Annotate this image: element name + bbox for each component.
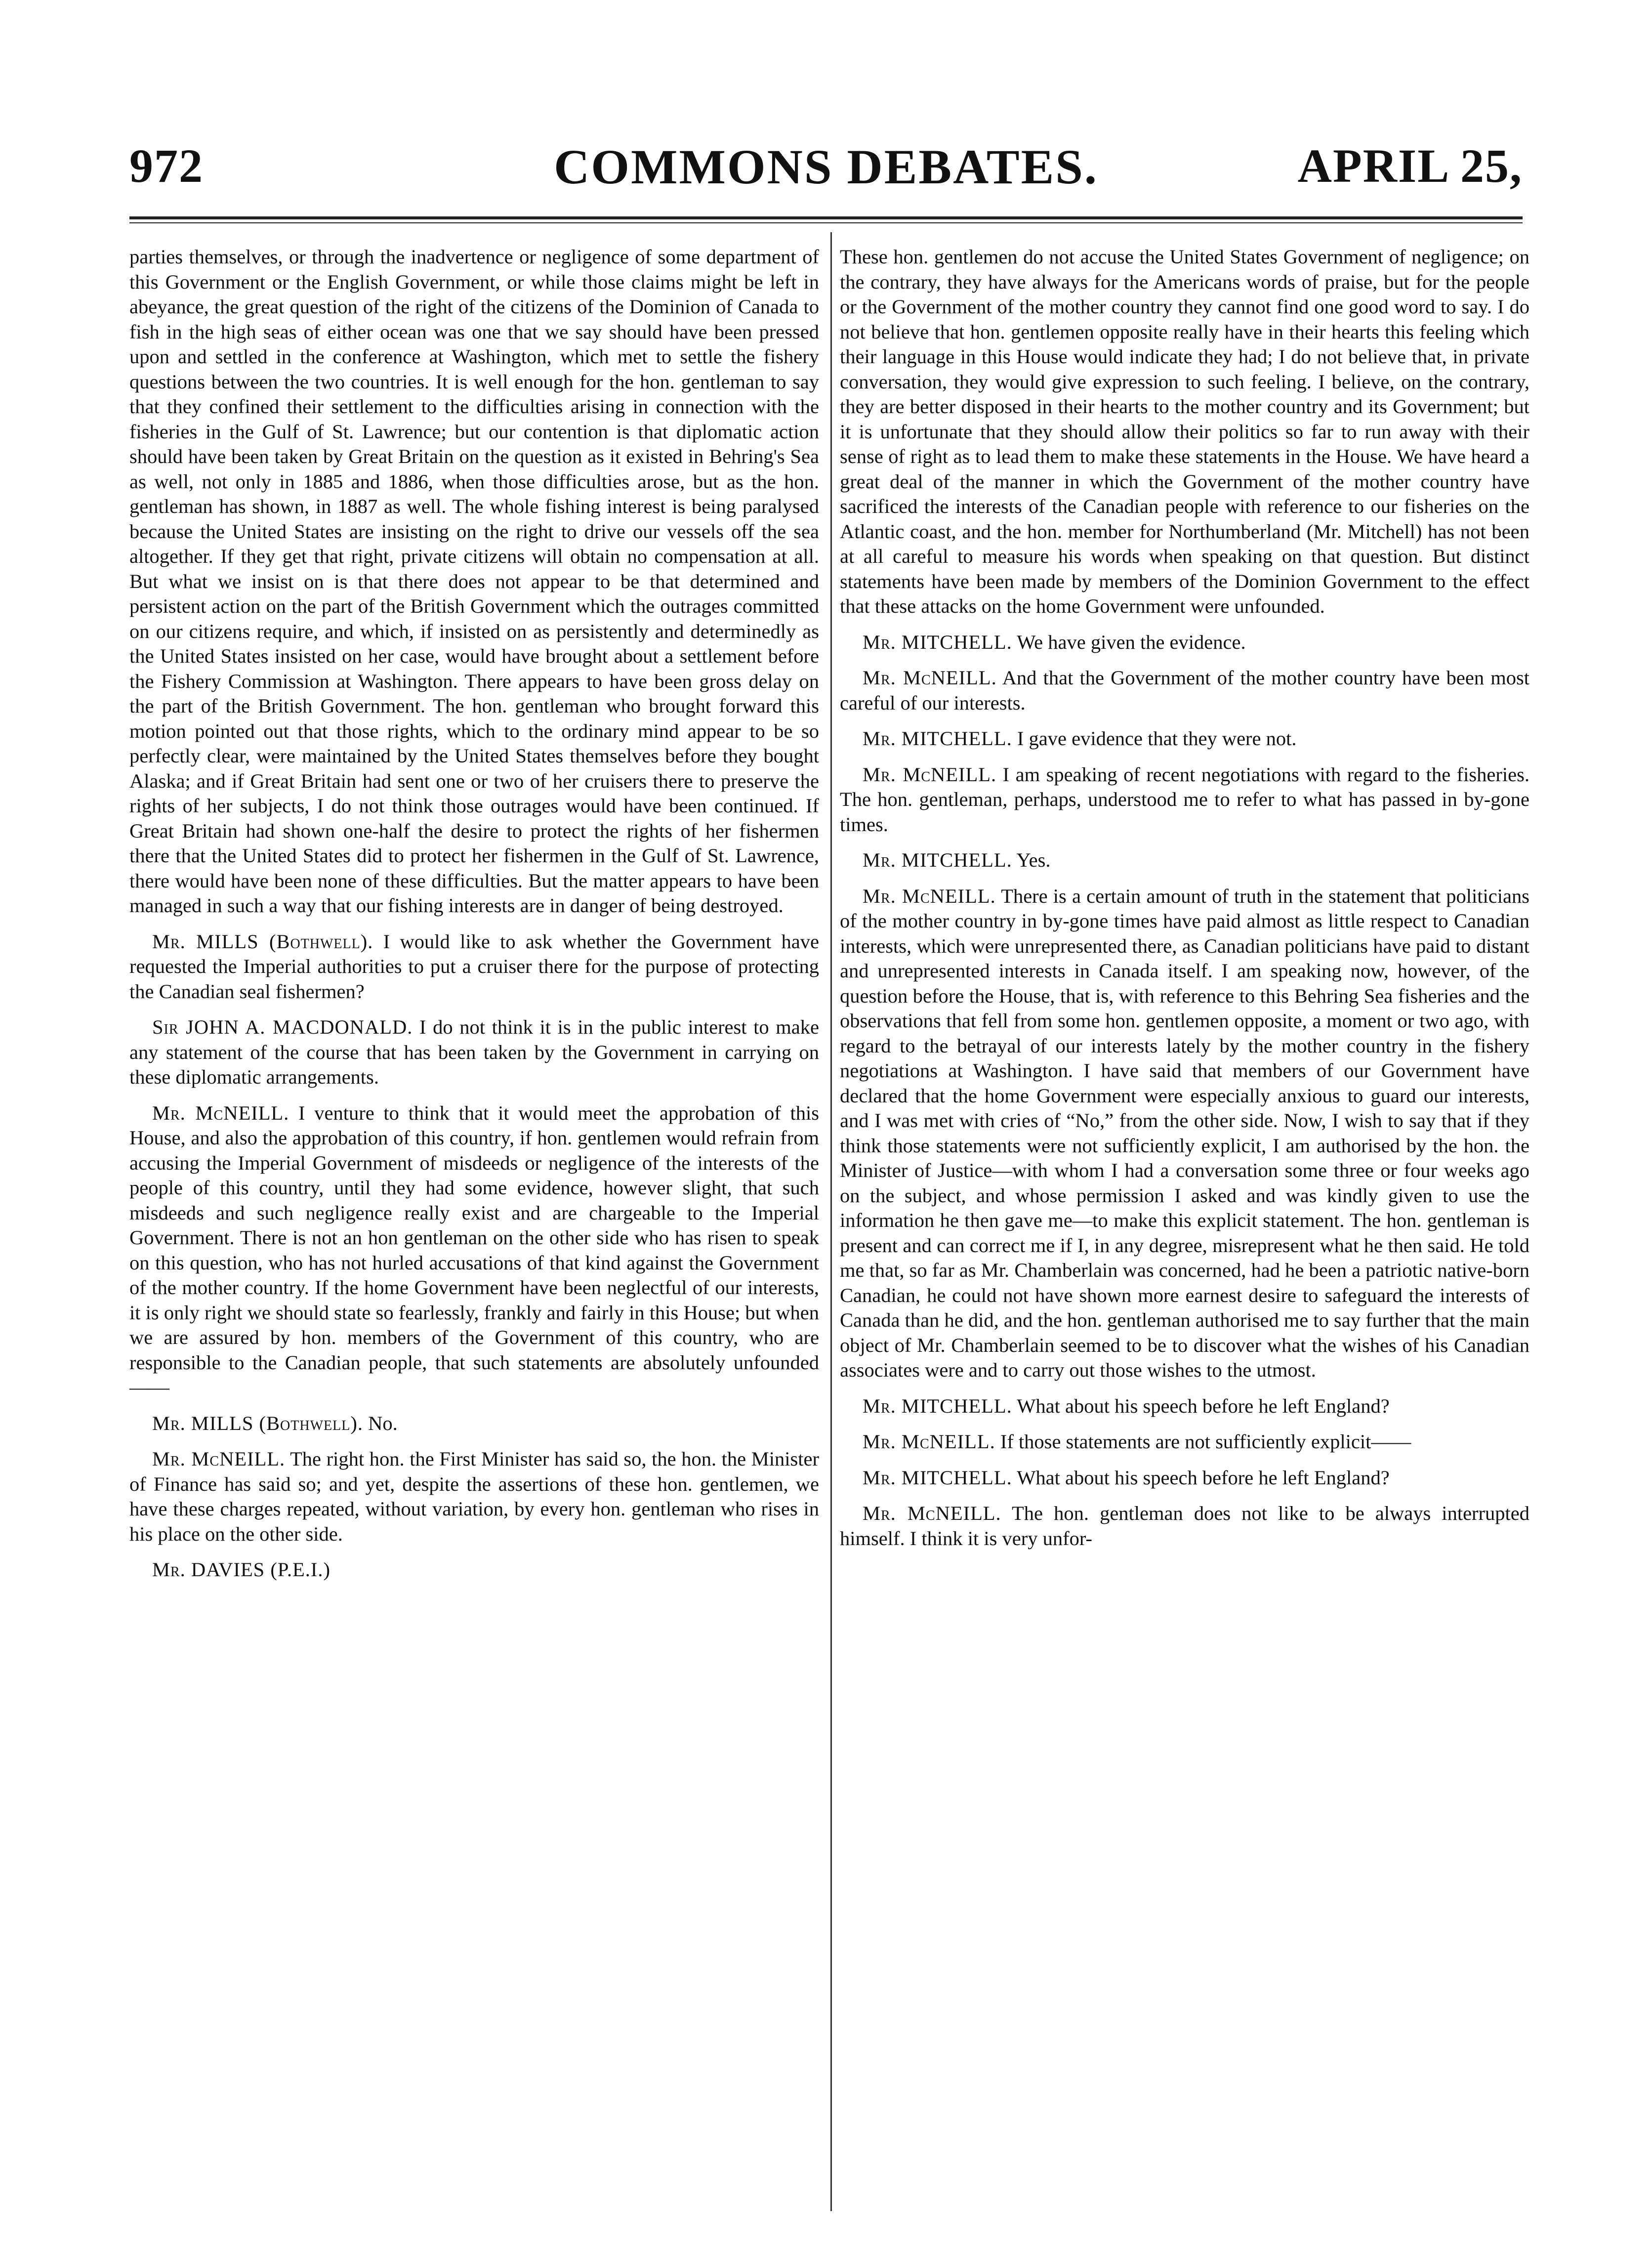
speaker-name: Mr. McNEILL. bbox=[863, 763, 997, 786]
speaker-name: Mr. MITCHELL. bbox=[863, 849, 1012, 871]
speaker-name: Mr. MITCHELL. bbox=[863, 1394, 1012, 1417]
speaker-name: Mr. McNEILL. bbox=[863, 884, 996, 907]
speaker-name: Mr. MILLS (Bothwell). bbox=[152, 1412, 363, 1434]
paragraph: Mr. McNEILL. And that the Government of the mother country have been most careful of our interests. bbox=[840, 667, 1530, 714]
speaker-name: Mr. MILLS (Bothwell). bbox=[152, 930, 373, 953]
left-column bbox=[129, 245, 819, 1593]
paragraph: These hon. gentlemen do not accuse the United States Government of negligence; on the contrary, they have always for the Americans words of praise, but for the people or the Government of the mother country they cannot find one good word to say. I do not believe that hon. gentlemen opposite really have in their hearts this feeling which their language in this House would indicate they had; I do not believe that, in private conversation, they would give expression to such feeling. I believe, on the contrary, they are better disposed in their hearts to the mother country and its Government; but it is unfortunate that they should allow their politics so far to run away with their sense of right as to lead them to make these statements in the House. We have heard a great deal of the manner in which the Government of the mother country have sacrificed the interests of the Canadian people with reference to our fisheries on the Atlantic coast, and the hon. member for Northumberland (Mr. Mitchell) has not been at all careful to measure his words when speaking on that question. But distinct statements have been made by members of the Dominion Government to the effect that these attacks on the home Government were unfounded. bbox=[840, 246, 1529, 617]
page-number: 972 bbox=[129, 139, 204, 192]
right-column bbox=[840, 245, 1529, 1562]
speaker-name: Mr. McNEILL. bbox=[152, 1448, 286, 1470]
speaker-name: Mr. MITCHELL. bbox=[863, 727, 1012, 750]
paragraph: Mr. McNEILL. There is a certain amount of truth in the statement that politicians of the mother country in by-gone times have paid almost as little respect to Canadian interests, which were unrepresented there, as Canadian politicians have paid to distant and unrepresented interests in Canada itself. I am speaking now, however, of the question before the House, that is, with reference to this Behring Sea fisheries and the observations that fell from some hon. gentlemen opposite, a moment or two ago, with regard to the betrayal of our interests lately by the mother country in the fishery negotiations at Washington. I have said that members of our Government have declared that the home Government were especially anxious to guard our interests, and I was met with cries of “No,” from the other side. Now, I wish to say that if they think those statements were not sufficiently explicit, I am authorised by the hon. the Minister of Justice—with whom I had a conversation some three or four weeks ago on the subject, and whose permission I asked and was kindly given to use the information he then gave me—to make this explicit statement. The hon. gentleman is present and can correct me if I, in any degree, misrepresent what he then said. He told me that, so far as Mr. Chamberlain was concerned, had he been a patriotic native-born Canadian, he could not have shown more earnest desire to safeguard the interests of Canada than he did, and the hon. gentleman authorised me to say further that the main object of Mr. Chamberlain seemed to be to discover what the wishes of his Canadian associates were and to carry out those wishes to the utmost. bbox=[840, 884, 1529, 1381]
page-title: COMMONS DEBATES. bbox=[554, 139, 1098, 194]
paragraph bbox=[129, 1557, 819, 1583]
column-divider bbox=[830, 232, 832, 2211]
speaker-name: Mr. McNEILL. bbox=[863, 667, 997, 689]
speaker-name: Mr. DAVIES (P.E.I.) bbox=[152, 1558, 330, 1581]
speaker-name: Mr. McNEILL. bbox=[152, 1101, 289, 1124]
paragraph: Mr. MITCHELL. What about his speech before he left England? bbox=[863, 1466, 1390, 1489]
paragraph: Mr. MITCHELL. What about his speech before he left England? bbox=[863, 1394, 1390, 1417]
page-header bbox=[129, 129, 1523, 213]
paragraph: parties themselves, or through the inadvertence or negligence of some department of this Government or the English Government, or while those claims might be left in abeyance, the great question of the right of the citizens of the Dominion of Canada to fish in the high seas of either ocean was one that we say should have been pressed upon and settled in the conference at Washington, which met to settle the fishery questions between the two countries. It is well enough for the hon. gentleman to say that they confined their settlement to the difficulties arising in connection with the fisheries in the Gulf of St. Lawrence; but our contention is that diplomatic action should have been taken by Great Britain on the question as it existed in Behring's Sea as well, not only in 1885 and 1886, when those difficulties arose, but as the hon. gentleman has shown, in 1887 as well. The whole fishing interest is being paralysed because the United States are insisting on the right to drive our vessels off the sea altogether. If they get that right, private citizens will obtain no compensation at all. But what we insist on is that there does not appear to be that determined and persistent action on the part of the British Government which the outrages committed on our citizens require, and which, if insisted on as persistently and determinedly as the United States insisted on her case, would have brought about a settlement before the Fishery Commission at Washington. There appears to have been gross delay on the part of the British Government. The hon. gentleman who brought forward this motion pointed out that those rights, which to the ordinary mind appear to be so perfectly clear, were maintained by the United States themselves before they bought Alaska; and if Great Britain had sent one or two of her cruisers there to preserve the rights of her subjects, I do not think those outrages would have been continued. If Great Britain had shown one-half the desire to protect the rights of her fishermen there that the United States did to protect her fishermen in the Gulf of St. Lawrence, there would have been none of these difficulties. But the matter appears to have been managed in such a way that our fishing interests are in danger of being destroyed. bbox=[129, 246, 819, 917]
header-rule bbox=[129, 216, 1523, 223]
paragraph: Mr. MITCHELL. We have given the evidence. bbox=[863, 630, 1246, 653]
paragraph: Mr. MILLS (Bothwell). No. bbox=[152, 1412, 398, 1434]
speaker-name: Mr. MITCHELL. bbox=[863, 630, 1012, 653]
paragraph: Mr. McNEILL. The hon. gentleman does not like to be always interrupted himself. I think it is very unfor- bbox=[840, 1502, 1529, 1550]
paragraph: Mr. MITCHELL. I gave evidence that they were not. bbox=[863, 727, 1297, 750]
paragraph: Mr. MILLS (Bothwell). I would like to ask whether the Government have requested the Imperial authorities to put a cruiser there for the purpose of protecting the Canadian seal fishermen? bbox=[129, 930, 820, 1003]
page-date: APRIL 25, bbox=[1297, 139, 1523, 192]
speaker-name: Mr. McNEILL. bbox=[863, 1430, 995, 1453]
paragraph: Mr. McNEILL. I am speaking of recent negotiations with regard to the fisheries. The hon. gentleman, perhaps, understood me to refer to what has passed in by-gone times. bbox=[840, 763, 1530, 836]
paragraph: Sir JOHN A. MACDONALD. I do not think it is in the public interest to make any statement of the course that has been taken by the Government in carrying on these diplomatic arrangements. bbox=[129, 1016, 819, 1088]
paragraph: Mr. McNEILL. I venture to think that it would meet the approbation of this House, and also the approbation of this country, if hon. gentlemen would refrain from accusing the Imperial Government of misdeeds or negligence of the interests of the people of this country, until they had some evidence, however slight, that such misdeeds and such negligence really exist and are chargeable to the Imperial Government. There is not an hon gentleman on the other side who has risen to speak on this question, who has not hurled accusations of that kind against the Government of the mother country. If the home Government have been neglectful of our interests, it is only right we should state so fearlessly, frankly and fairly in this House; but when we are assured by hon. members of the Government of this country, who are responsible to the Canadian people, that such statements are absolutely unfounded—— bbox=[129, 1101, 819, 1398]
speaker-name: Sir JOHN A. MACDONALD. bbox=[152, 1016, 413, 1038]
paragraph: Mr. McNEILL. If those statements are not sufficiently explicit—— bbox=[863, 1430, 1411, 1453]
speaker-name: Mr. MITCHELL. bbox=[863, 1466, 1012, 1489]
paragraph: Mr. McNEILL. The right hon. the First Minister has said so, the hon. the Minister of Finance has said so; and yet, despite the assertions of these hon. gentlemen, we have these charges repeated, without variation, by every hon. gentleman who rises in his place on the other side. bbox=[129, 1448, 820, 1545]
speaker-name: Mr. McNEILL. bbox=[863, 1502, 1001, 1524]
paragraph: Mr. MITCHELL. Yes. bbox=[863, 849, 1051, 871]
